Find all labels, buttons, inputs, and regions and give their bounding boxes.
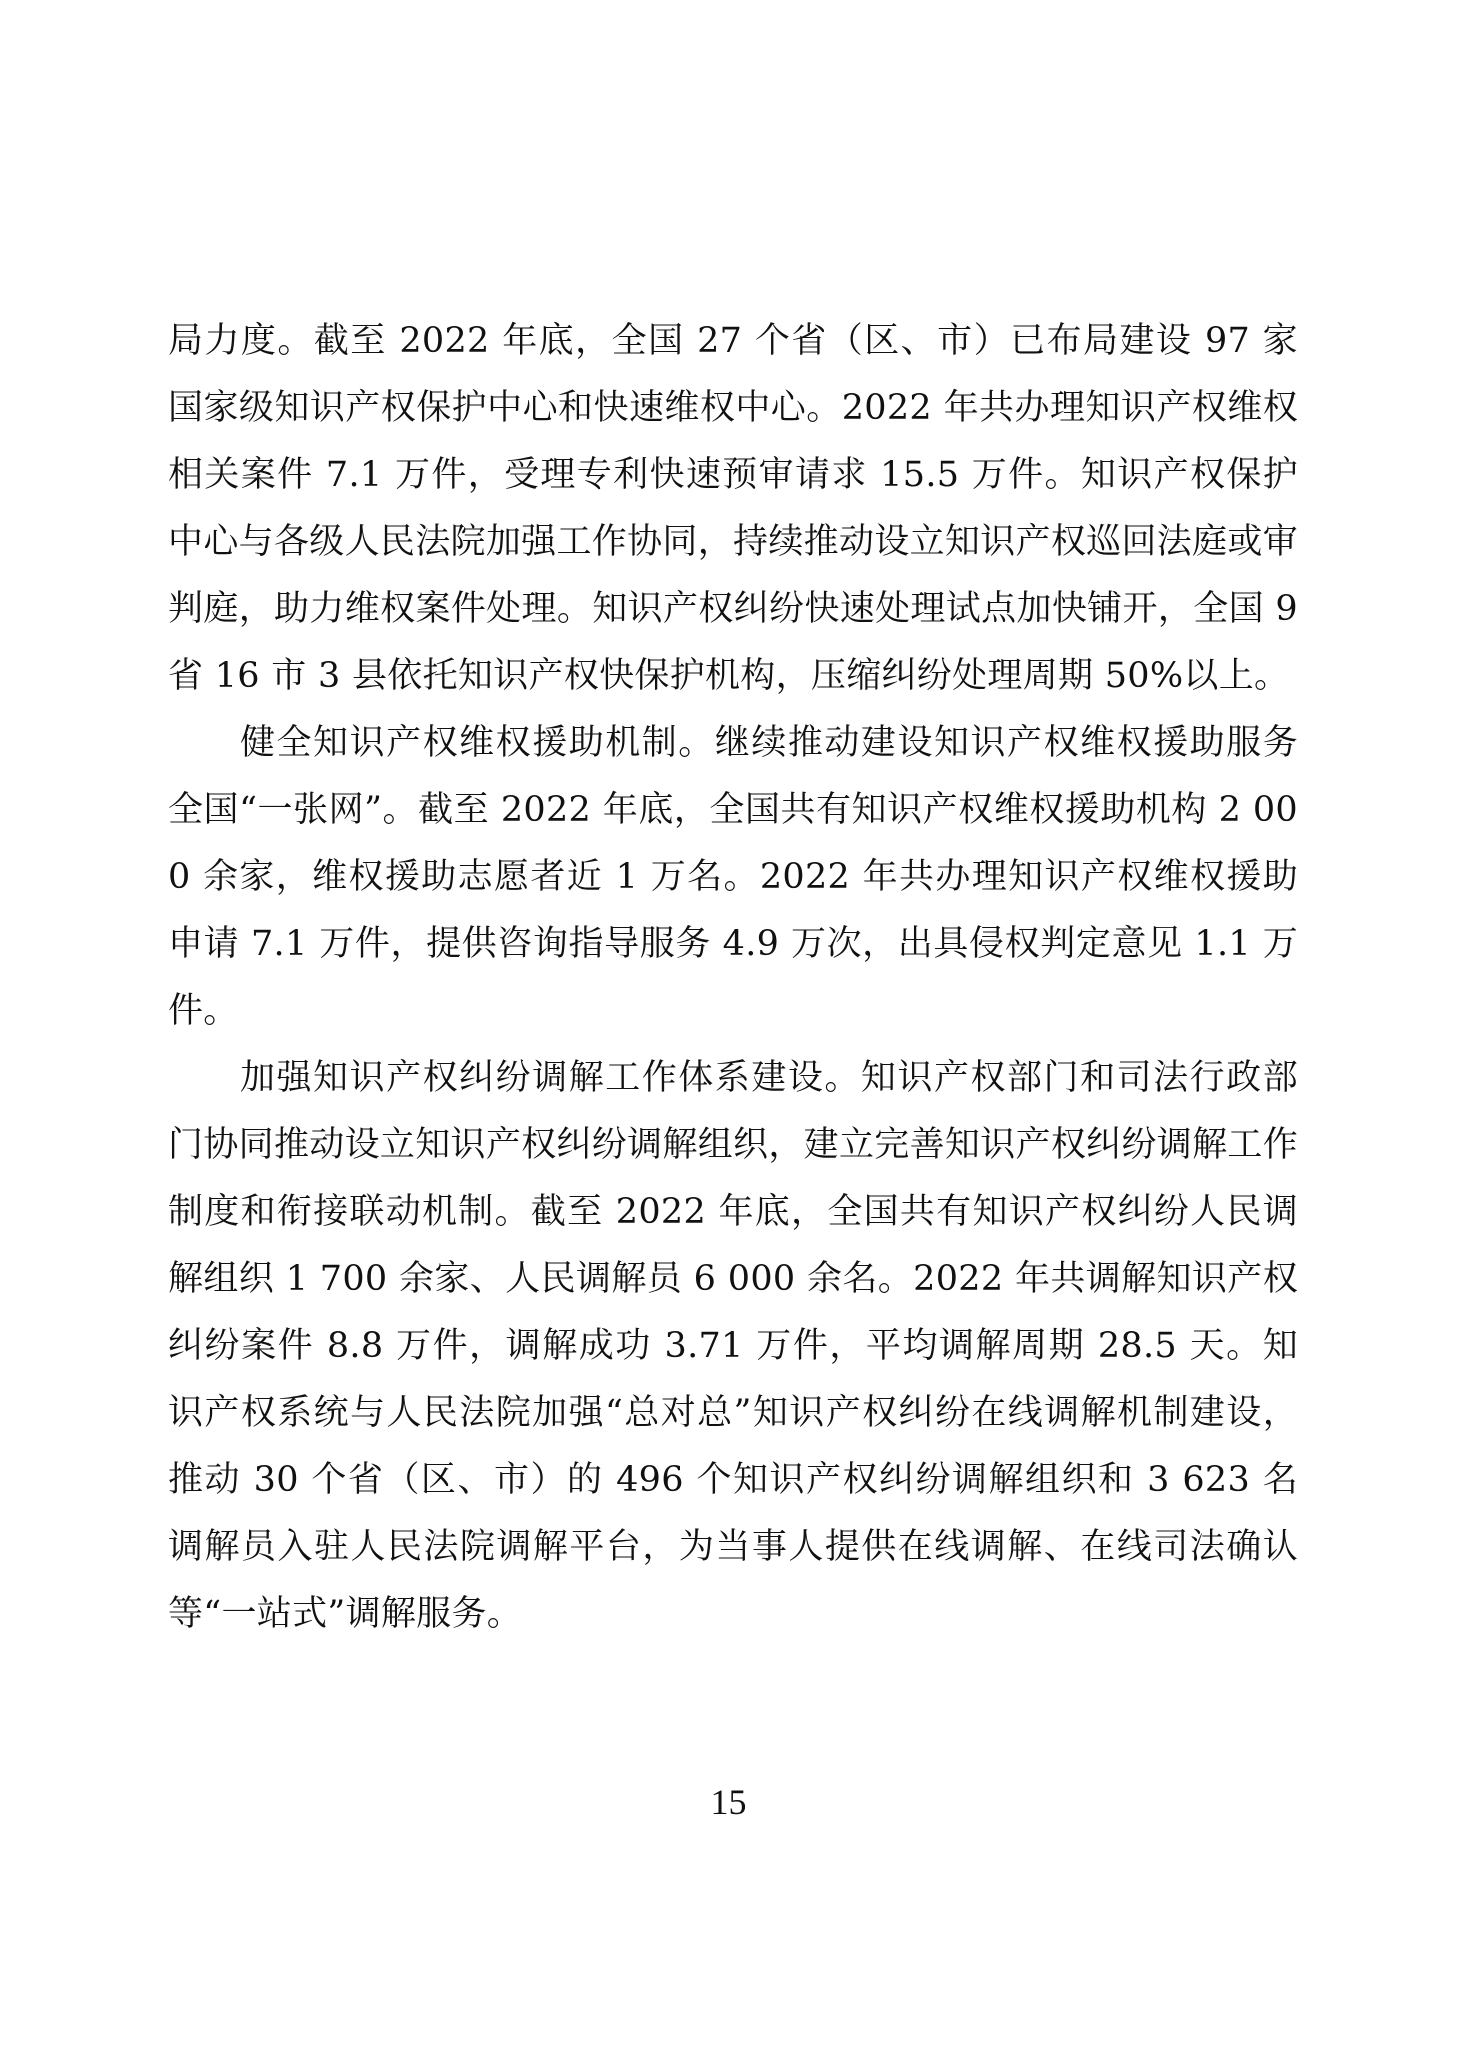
paragraph-rights-assistance: 健全知识产权维权援助机制。继续推动建设知识产权维权援助服务全国“一张网”。截至 2022 年底，全国共有知识产权维权援助机构 2 000 余家，维权援助志愿者近 1 万名。2022 年共办理知识产权维权援助申请 7.1 万件，提供咨询指导服务 4.9 万次，出具侵权判定意见 1.1 万件。 (168, 723, 1298, 1031)
body-text (168, 308, 1298, 1648)
paragraph-protection-centers: 局力度。截至 2022 年底，全国 27 个省（区、市）已布局建设 97 家国家级知识产权保护中心和快速维权中心。2022 年共办理知识产权维权相关案件 7.1 万件，受理专利快速预审请求 15.5 万件。知识产权保护中心与各级人民法院加强工作协同，持续推动设立知识产权巡回法庭或审判庭，助力维权案件处理。知识产权纠纷快速处理试点加快铺开，全国 9 省 16 市 3 县依托知识产权快保护机构，压缩纠纷处理周期 50%以上。 (168, 321, 1298, 696)
page-number: 15 (710, 1782, 747, 1822)
paragraph-dispute-mediation: 加强知识产权纠纷调解工作体系建设。知识产权部门和司法行政部门协同推动设立知识产权纠纷调解组织，建立完善知识产权纠纷调解工作制度和衔接联动机制。截至 2022 年底，全国共有知识产权纠纷人民调解组织 1 700 余家、人民调解员 6 000 余名。2022 年共调解知识产权纠纷案件 8.8 万件，调解成功 3.71 万件，平均调解周期 28.5 天。知识产权系统与人民法院加强“总对总”知识产权纠纷在线调解机制建设，推动 30 个省（区、市）的 496 个知识产权纠纷调解组织和 3 623 名调解员入驻人民法院调解平台，为当事人提供在线调解、在线司法确认等“一站式”调解服务。 (168, 1058, 1298, 1634)
